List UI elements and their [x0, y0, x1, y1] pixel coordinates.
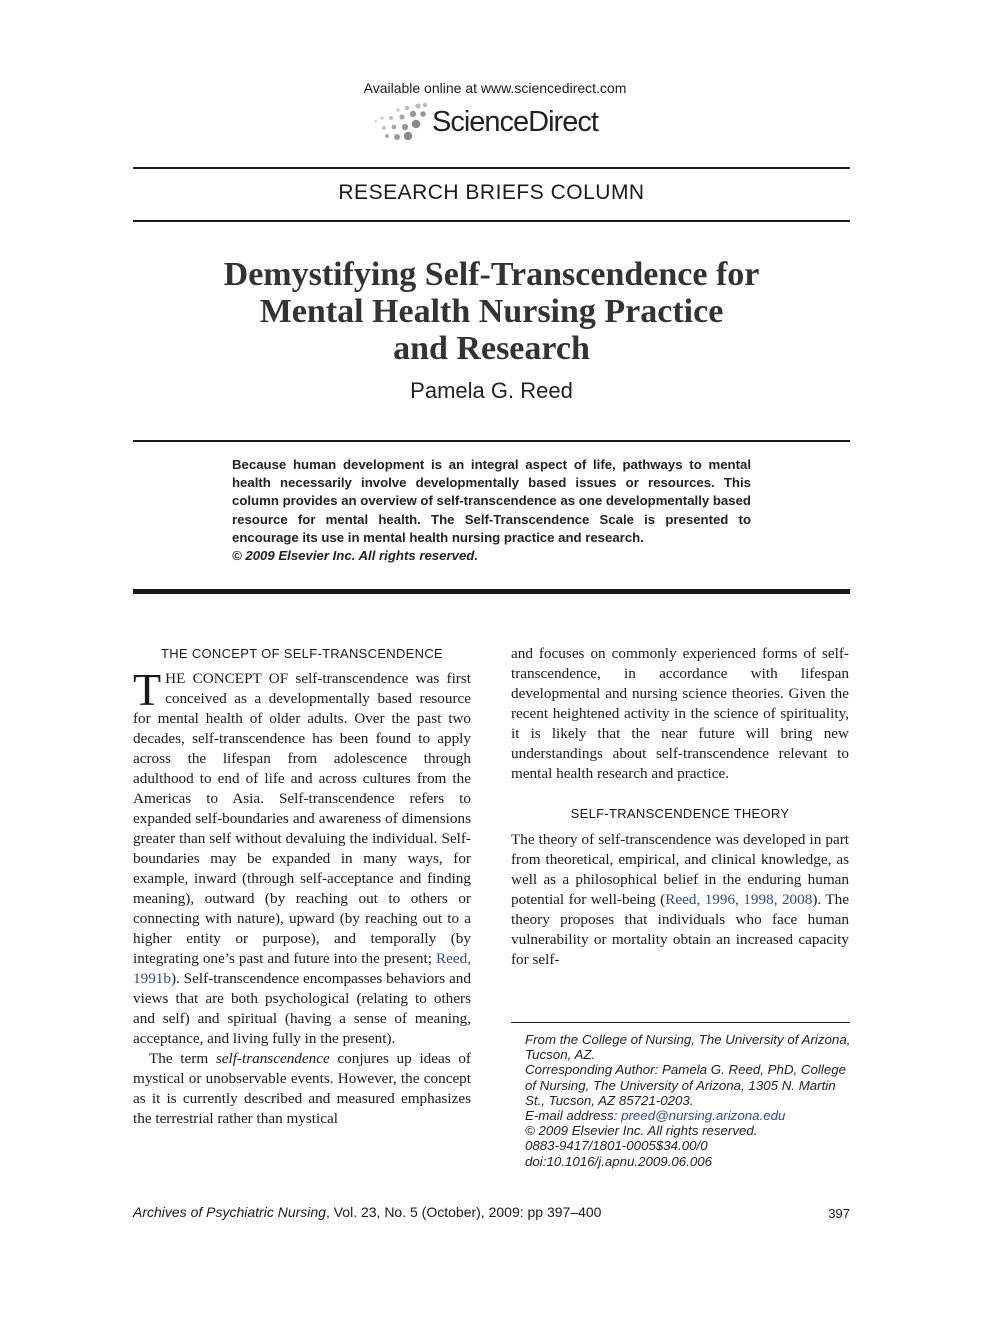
- article-title: [133, 256, 850, 367]
- title-line-2: Mental Health Nursing Practice: [259, 293, 724, 330]
- abstract-copyright: © 2009 Elsevier Inc. All rights reserved.: [232, 548, 478, 564]
- abstract-text: Because human development is an integral aspect of life, pathways to mental health necessarily involve developmentally based issues or resources. This column provides an overview of self-transcendence as one developmentally based resource for mental health. The Self-Transcendence Scale is presented to encourage its use in mental health nursing practice and research.: [232, 457, 751, 545]
- header-rule-bottom: [133, 220, 850, 222]
- issn-line: 0883-9417/1801-0005$34.00/0: [525, 1138, 708, 1154]
- email-label: E-mail address:: [525, 1108, 622, 1124]
- footnote: [511, 1032, 851, 1169]
- header-rule-top: [133, 167, 850, 169]
- paragraph-text: The theory of self-transcendence was developed in part from theoretical, empirical, and clinical knowledge, as well as a philosophical belief in the enduring human potential for well-being (: [511, 831, 849, 908]
- drop-cap: T: [133, 664, 162, 715]
- paragraph-text: self-transcendence was first conceived as a developmentally based resource for mental health of older adults. Over the past two decades, self-transcendence has been found to apply across the lifespan from adolescence through adulthood to end of life and across cultures from the Americas to Asia. Self-transcendence refers to expanded self-boundaries and awareness of dimensions greater than self without devaluing the individual. Self-boundaries may be expanded in many ways, for example, inward (through self-acceptance and finding meaning), outward (by reaching out to others or connecting with nature), upward (by reaching out to a higher entity or purpose), and temporally (by integrating one’s past and future into the present;: [133, 670, 471, 967]
- article-author: Pamela G. Reed: [410, 378, 573, 403]
- section-heading-theory: SELF-TRANSCENDENCE THEORY: [570, 806, 790, 821]
- paragraph-text: ). Self-transcendence encompasses behaviors and views that are both psychological (relating to others and self) and spiritual (having a sense of meaning, acceptance, and living fully in the present).: [133, 970, 471, 1047]
- section-heading-concept: THE CONCEPT OF SELF-TRANSCENDENCE: [161, 646, 443, 661]
- journal-name: Archives of Psychiatric Nursing: [133, 1204, 326, 1220]
- body-column-right: [511, 644, 849, 970]
- available-online-text: Available online at www.sciencedirect.com: [363, 80, 627, 96]
- citation-link-reed-1996-1998-2008[interactable]: Reed, 1996, 1998, 2008: [665, 891, 813, 908]
- body-column-left: [133, 644, 471, 1129]
- page-number: 397: [828, 1206, 850, 1221]
- affiliation-note: From the College of Nursing, The University of Arizona, Tucson, AZ.: [525, 1032, 851, 1063]
- sciencedirect-dots-icon: [372, 100, 430, 144]
- sciencedirect-logo[interactable]: [372, 100, 598, 144]
- corresponding-author-note: Corresponding Author: Pamela G. Reed, PhD, College of Nursing, The University of Arizona, 1305 N. Martin St., Tucson, AZ 85721-0203.: [525, 1062, 847, 1108]
- column-label: RESEARCH BRIEFS COLUMN: [338, 181, 645, 204]
- email-link[interactable]: preed@nursing.arizona.edu: [621, 1108, 786, 1124]
- paragraph-continuation: and focuses on commonly experienced forms of self-transcendence, in accordance with lifespan developmental and nursing science theories. Given the recent heightened activity in the science of spirituality, it is likely that the near future will bring new understandings about self-transcendence relevant to mental health research and practice.: [511, 645, 849, 782]
- doi-line[interactable]: doi:10.1016/j.apnu.2009.06.006: [525, 1153, 713, 1169]
- footnote-rule: [511, 1022, 850, 1023]
- footnote-copyright: © 2009 Elsevier Inc. All rights reserved.: [525, 1123, 758, 1139]
- abstract: [232, 456, 751, 565]
- sciencedirect-logo-text: ScienceDirect: [432, 105, 598, 138]
- journal-volume-info: , Vol. 23, No. 5 (October), 2009: pp 397–400: [325, 1204, 602, 1220]
- paragraph-text: conjures up ideas of mystical or unobservable events. However, the concept as it is currently described and measured emphasizes the terrestrial rather than mystical: [133, 1050, 471, 1127]
- abstract-rule-top: [133, 440, 850, 442]
- email-line: [511, 1108, 851, 1123]
- abstract-rule-bottom: [133, 589, 850, 594]
- journal-citation: [133, 1204, 601, 1220]
- title-line-3: and Research: [393, 330, 590, 367]
- paragraph-text: The term: [149, 1050, 216, 1067]
- paragraph-text: ). The theory proposes that individuals who face human vulnerability or mortality obtain an increased capacity for self-: [511, 891, 849, 968]
- paragraph: [511, 830, 849, 970]
- paragraph: [133, 664, 471, 1049]
- citation-link-reed-1991b[interactable]: Reed, 1991b: [133, 950, 471, 987]
- emphasis-term: self-transcendence: [215, 1050, 330, 1067]
- title-line-1: Demystifying Self-Transcendence for: [223, 256, 760, 293]
- paragraph: [133, 1049, 471, 1129]
- lead-in-smallcaps: HE CONCEPT OF: [165, 670, 289, 687]
